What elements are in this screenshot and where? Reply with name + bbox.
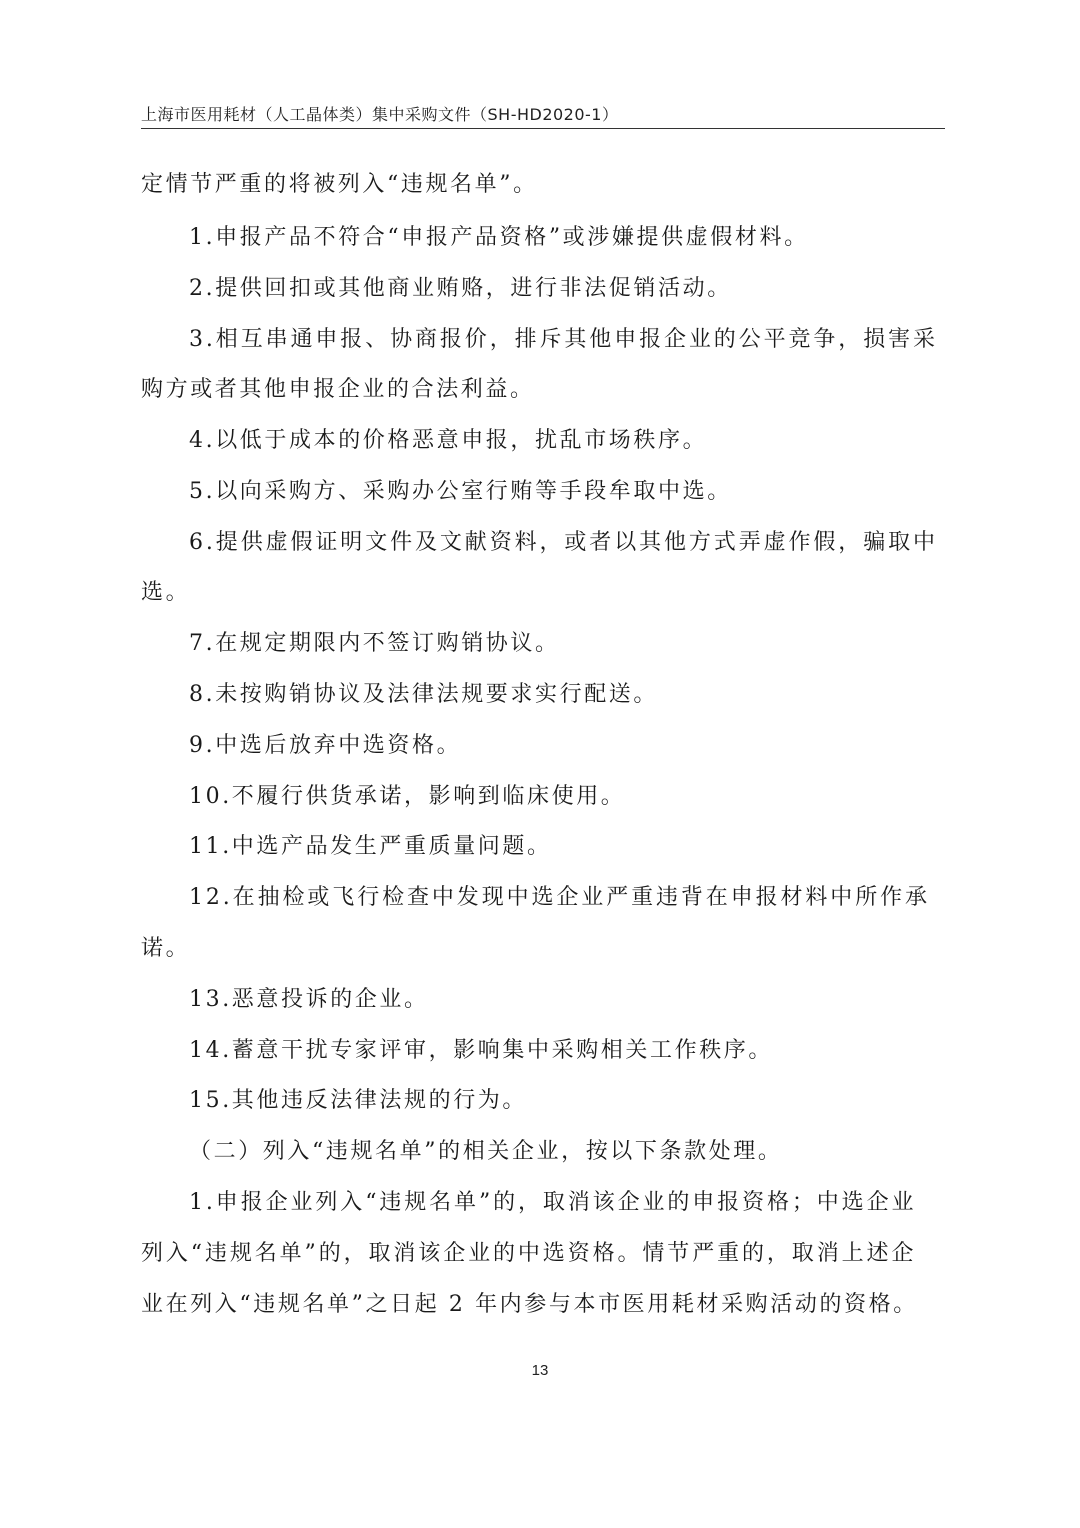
body-line: 15.其他违反法律法规的行为。 — [189, 1088, 527, 1113]
body-line: 14.蓄意干扰专家评审，影响集中采购相关工作秩序。 — [189, 1038, 773, 1063]
body-line: 6.提供虚假证明文件及文献资料，或者以其他方式弄虚作假，骗取中 — [189, 530, 938, 555]
page-number: 13 — [531, 1362, 549, 1379]
body-line: 1.申报企业列入“违规名单”的，取消该企业的申报资格；中选企业 — [189, 1190, 917, 1215]
body-line: 诺。 — [141, 936, 191, 961]
header-rule — [141, 128, 945, 129]
body-line: 业在列入“违规名单”之日起 2 年内参与本市医用耗材采购活动的资格。 — [141, 1292, 918, 1317]
body-line: 选。 — [141, 580, 191, 605]
body-line: 9.中选后放弃中选资格。 — [189, 733, 462, 758]
body-line: 2.提供回扣或其他商业贿赂，进行非法促销活动。 — [189, 276, 732, 301]
page-header: 上海市医用耗材（人工晶体类）集中采购文件（SH-HD2020-1） — [141, 105, 619, 124]
body-line: 10.不履行供货承诺，影响到临床使用。 — [189, 784, 626, 809]
body-line: 3.相互串通申报、协商报价，排斥其他申报企业的公平竞争，损害采 — [189, 327, 938, 352]
body-line: 8.未按购销协议及法律法规要求实行配送。 — [189, 682, 658, 707]
body-line: 5.以向采购方、采购办公室行贿等手段牟取中选。 — [189, 479, 732, 504]
body-line: 13.恶意投诉的企业。 — [189, 987, 429, 1012]
body-line: 12.在抽检或飞行检查中发现中选企业严重违背在申报材料中所作承 — [189, 885, 930, 910]
body-line: 7.在规定期限内不签订购销协议。 — [189, 631, 560, 656]
body-line: 列入“违规名单”的，取消该企业的中选资格。情节严重的，取消上述企 — [141, 1241, 917, 1266]
body-line: （二）列入“违规名单”的相关企业，按以下条款处理。 — [189, 1139, 783, 1164]
body-line: 定情节严重的将被列入“违规名单”。 — [141, 172, 538, 197]
body-line: 1.申报产品不符合“申报产品资格”或涉嫌提供虚假材料。 — [189, 225, 809, 250]
body-line: 11.中选产品发生严重质量问题。 — [189, 834, 552, 859]
body-line: 4.以低于成本的价格恶意申报，扰乱市场秩序。 — [189, 428, 708, 453]
body-line: 购方或者其他申报企业的合法利益。 — [141, 377, 535, 402]
